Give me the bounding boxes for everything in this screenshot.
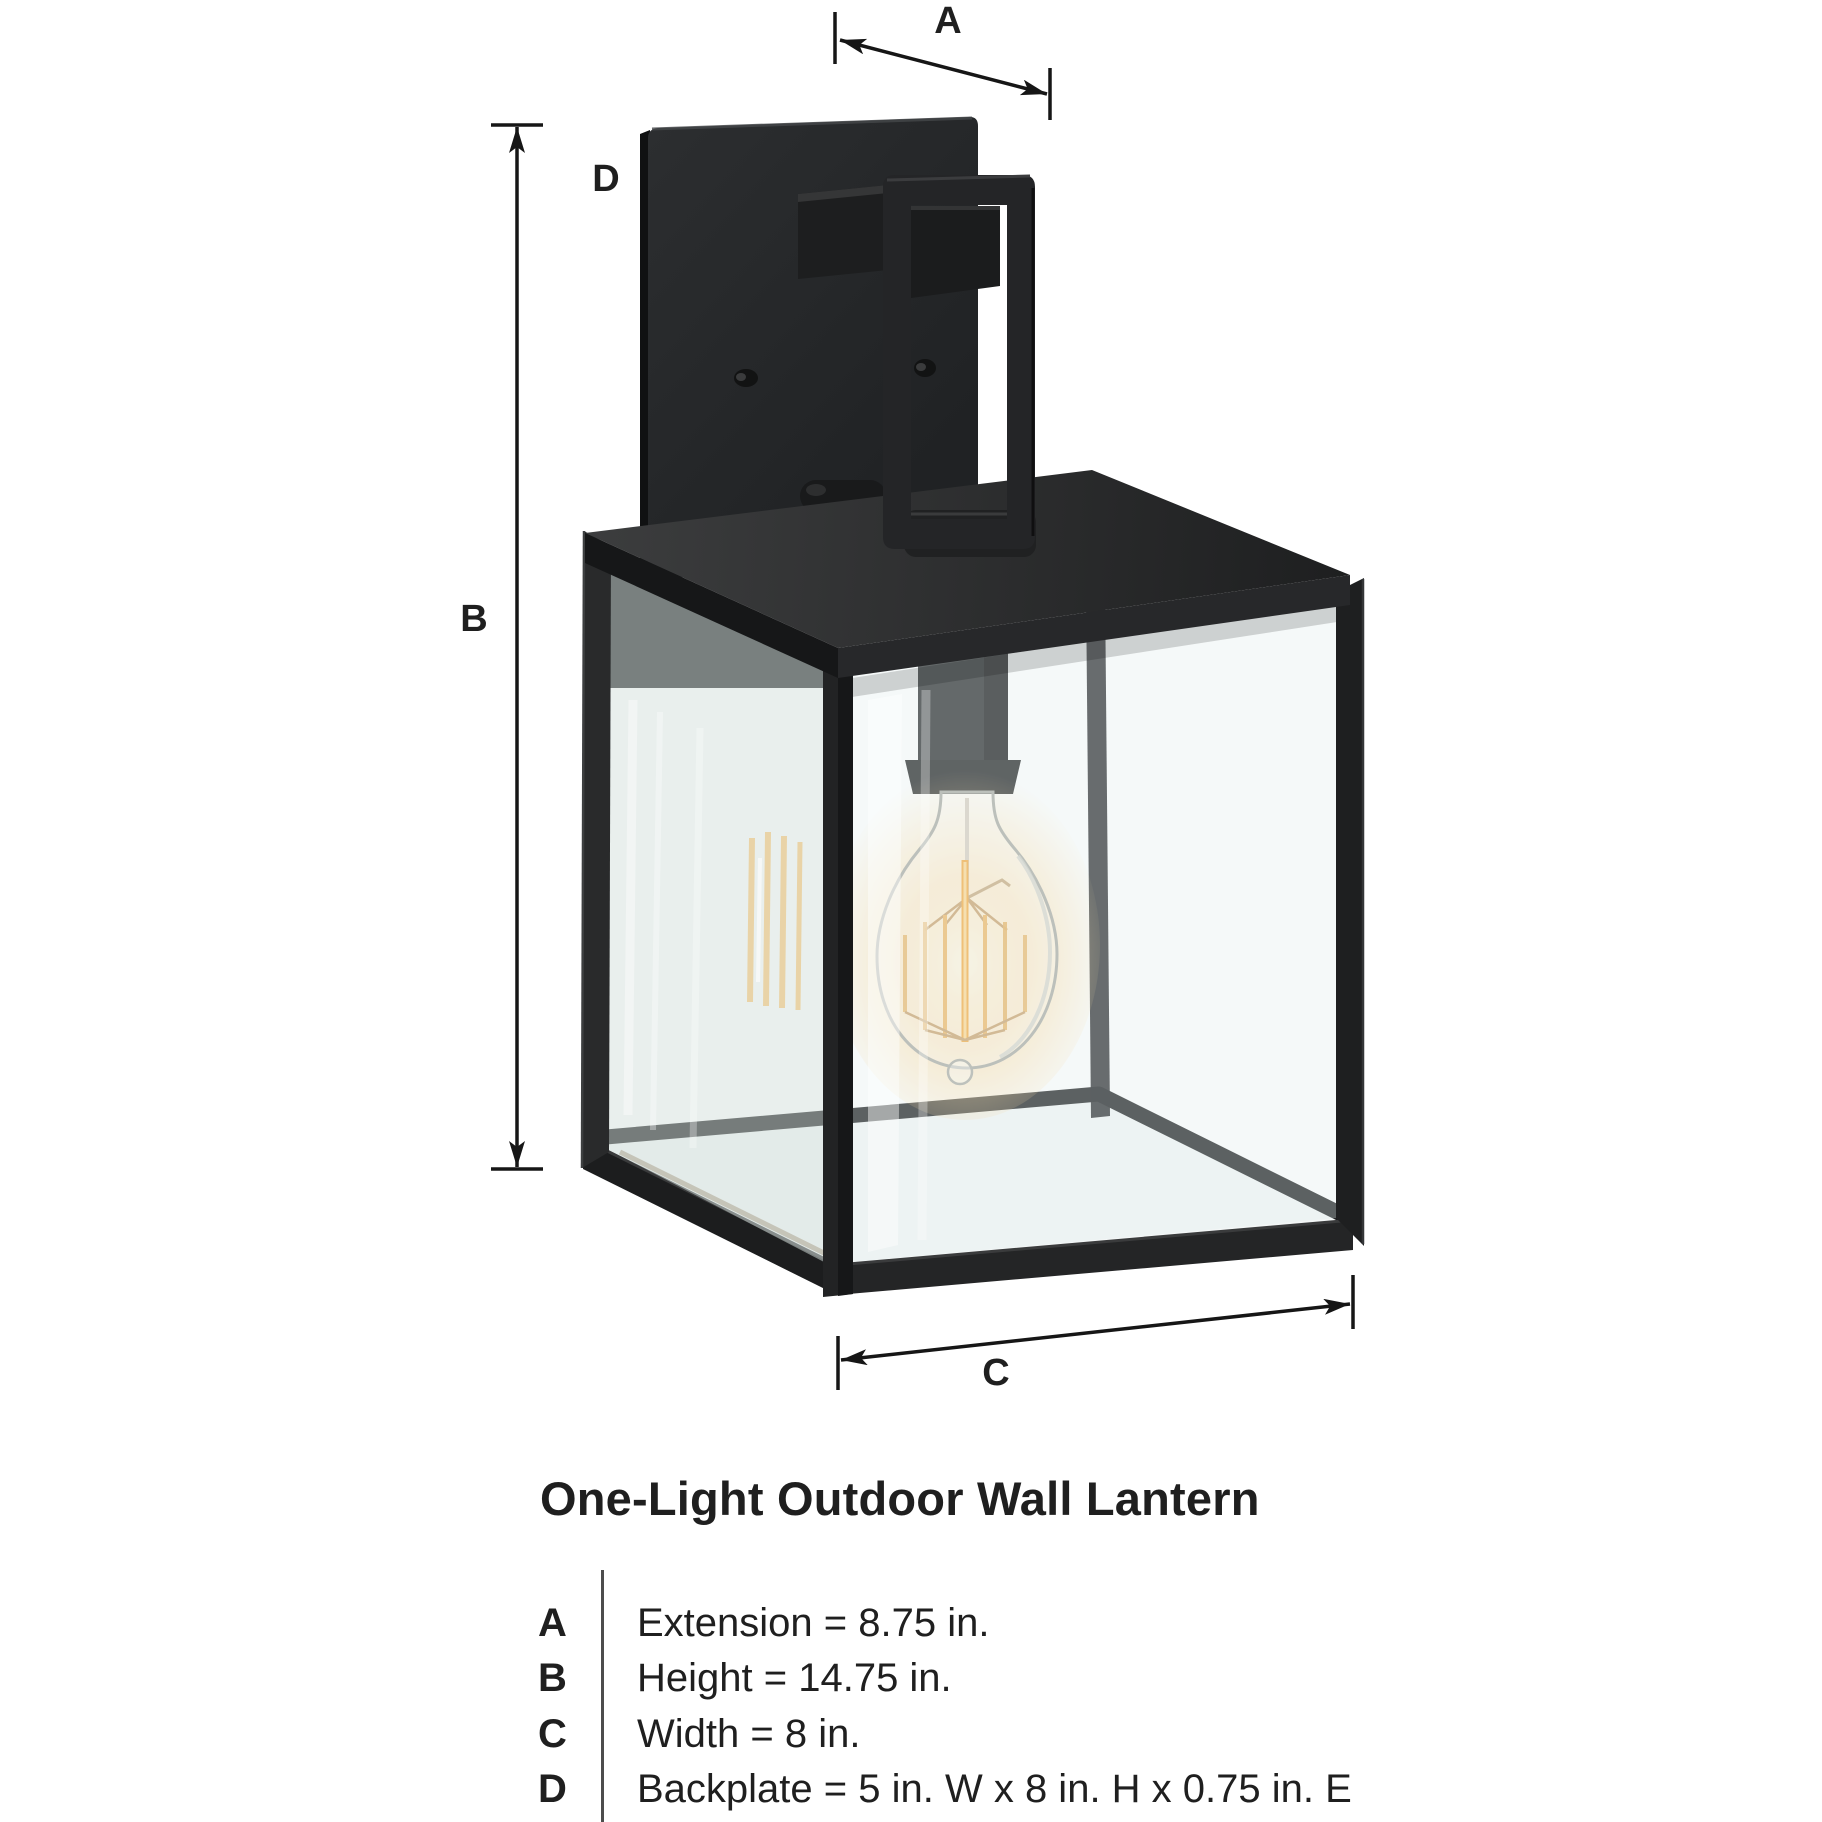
product-title: One-Light Outdoor Wall Lantern xyxy=(540,1472,1260,1525)
dimension-b-label: B xyxy=(460,598,488,640)
legend-row xyxy=(538,1651,1352,1706)
corner-post-left xyxy=(582,531,611,1168)
legend-key-b: B xyxy=(538,1656,567,1701)
glass-panel-right xyxy=(851,591,1337,1262)
dimension-a-arrow xyxy=(840,40,1047,94)
mounting-screw-left xyxy=(734,369,758,387)
dimension-a-label: A xyxy=(934,0,962,42)
corner-post-right xyxy=(1336,578,1364,1246)
legend-key-c: C xyxy=(538,1711,567,1756)
legend-row xyxy=(538,1707,1352,1762)
dimension-c-label: C xyxy=(982,1352,1010,1394)
legend-key-d: D xyxy=(538,1767,567,1812)
dimension-c xyxy=(838,1275,1353,1394)
dimension-d-label: D xyxy=(592,158,620,200)
dimension-a xyxy=(835,0,1050,120)
dimension-b xyxy=(460,125,543,1169)
legend-row xyxy=(538,1762,1352,1817)
legend-row xyxy=(538,1596,1352,1651)
mounting-arm xyxy=(798,185,888,279)
legend-key-a: A xyxy=(538,1601,567,1645)
legend xyxy=(538,1596,1352,1818)
mounting-screw-right xyxy=(914,359,936,377)
corner-post-front xyxy=(823,650,853,1297)
bracket-arm-block xyxy=(911,206,1000,298)
legend-text-height: Height = 14.75 in. xyxy=(637,1656,952,1701)
dimension-c-arrow xyxy=(841,1304,1350,1360)
legend-text-backplate: Backplate = 5 in. W x 8 in. H x 0.75 in. E xyxy=(637,1767,1352,1812)
legend-text-width: Width = 8 in. xyxy=(637,1711,861,1756)
legend-text-extension: Extension = 8.75 in. xyxy=(637,1601,990,1645)
